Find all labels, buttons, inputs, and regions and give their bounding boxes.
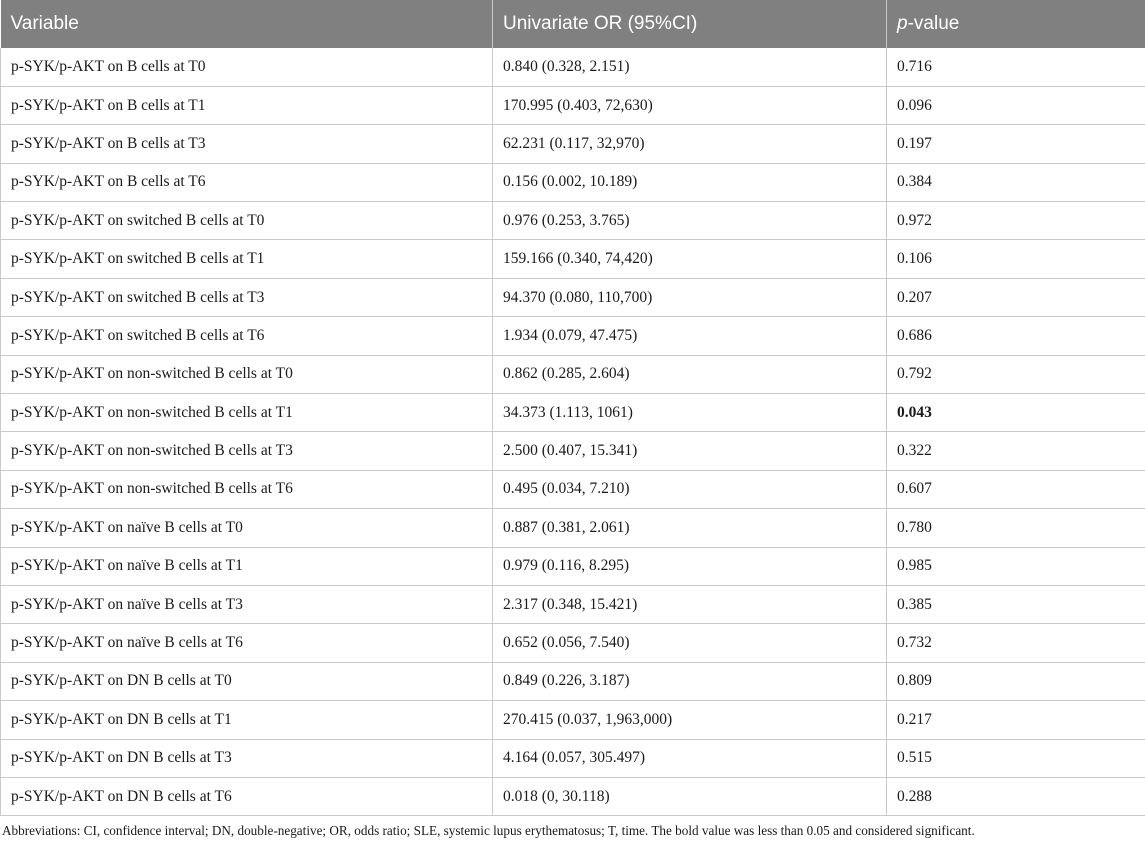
table-row: [1, 86, 1145, 124]
cell-p-value: 0.985: [887, 547, 1145, 585]
table-row: [1, 470, 1145, 508]
cell-odds-ratio: 34.373 (1.113, 1061): [493, 394, 887, 432]
cell-variable: p-SYK/p-AKT on B cells at T1: [1, 86, 493, 124]
table-row: [1, 662, 1145, 700]
cell-odds-ratio: 2.500 (0.407, 15.341): [493, 432, 887, 470]
table-row: [1, 278, 1145, 316]
cell-odds-ratio: 0.018 (0, 30.118): [493, 777, 887, 815]
cell-p-value: 0.686: [887, 317, 1145, 355]
table-row: [1, 739, 1145, 777]
cell-p-value: 0.043: [887, 394, 1145, 432]
table-row: [1, 547, 1145, 585]
cell-variable: p-SYK/p-AKT on B cells at T3: [1, 125, 493, 163]
cell-variable: p-SYK/p-AKT on DN B cells at T6: [1, 777, 493, 815]
cell-p-value: 0.385: [887, 585, 1145, 623]
cell-odds-ratio: 62.231 (0.117, 32,970): [493, 125, 887, 163]
cell-p-value: 0.780: [887, 509, 1145, 547]
cell-odds-ratio: 1.934 (0.079, 47.475): [493, 317, 887, 355]
cell-p-value: 0.096: [887, 86, 1145, 124]
table-header: [1, 0, 1145, 48]
cell-p-value: 0.217: [887, 701, 1145, 739]
cell-p-value: 0.384: [887, 163, 1145, 201]
cell-odds-ratio: 0.887 (0.381, 2.061): [493, 509, 887, 547]
cell-odds-ratio: 0.495 (0.034, 7.210): [493, 470, 887, 508]
cell-variable: p-SYK/p-AKT on naïve B cells at T3: [1, 585, 493, 623]
cell-odds-ratio: 270.415 (0.037, 1,963,000): [493, 701, 887, 739]
cell-p-value: 0.972: [887, 202, 1145, 240]
cell-variable: p-SYK/p-AKT on DN B cells at T1: [1, 701, 493, 739]
cell-odds-ratio: 159.166 (0.340, 74,420): [493, 240, 887, 278]
cell-p-value: 0.322: [887, 432, 1145, 470]
cell-variable: p-SYK/p-AKT on DN B cells at T0: [1, 662, 493, 700]
table-body: [1, 48, 1145, 816]
cell-odds-ratio: 0.849 (0.226, 3.187): [493, 662, 887, 700]
table-row: [1, 509, 1145, 547]
cell-variable: p-SYK/p-AKT on switched B cells at T0: [1, 202, 493, 240]
cell-p-value: 0.515: [887, 739, 1145, 777]
table-row: [1, 701, 1145, 739]
cell-odds-ratio: 0.976 (0.253, 3.765): [493, 202, 887, 240]
cell-odds-ratio: 0.862 (0.285, 2.604): [493, 355, 887, 393]
cell-variable: p-SYK/p-AKT on switched B cells at T6: [1, 317, 493, 355]
cell-variable: p-SYK/p-AKT on switched B cells at T3: [1, 278, 493, 316]
table-row: [1, 125, 1145, 163]
table-row: [1, 394, 1145, 432]
cell-p-value: 0.288: [887, 777, 1145, 815]
header-row: [1, 0, 1145, 48]
cell-p-value: 0.106: [887, 240, 1145, 278]
cell-p-value: 0.732: [887, 624, 1145, 662]
cell-p-value: 0.792: [887, 355, 1145, 393]
cell-variable: p-SYK/p-AKT on non-switched B cells at T0: [1, 355, 493, 393]
cell-odds-ratio: 2.317 (0.348, 15.421): [493, 585, 887, 623]
cell-variable: p-SYK/p-AKT on naïve B cells at T1: [1, 547, 493, 585]
header-p-rest: -value: [907, 13, 960, 34]
header-p-italic: p: [897, 13, 908, 34]
cell-odds-ratio: 170.995 (0.403, 72,630): [493, 86, 887, 124]
table-row: [1, 48, 1145, 86]
cell-odds-ratio: 94.370 (0.080, 110,700): [493, 278, 887, 316]
header-odds-ratio: Univariate OR (95%CI): [493, 0, 887, 48]
cell-p-value: 0.607: [887, 470, 1145, 508]
cell-p-value: 0.207: [887, 278, 1145, 316]
cell-variable: p-SYK/p-AKT on non-switched B cells at T1: [1, 394, 493, 432]
table-row: [1, 163, 1145, 201]
table-row: [1, 624, 1145, 662]
table-row: [1, 777, 1145, 815]
cell-variable: p-SYK/p-AKT on B cells at T0: [1, 48, 493, 86]
cell-odds-ratio: 0.652 (0.056, 7.540): [493, 624, 887, 662]
cell-odds-ratio: 0.156 (0.002, 10.189): [493, 163, 887, 201]
cell-variable: p-SYK/p-AKT on non-switched B cells at T6: [1, 470, 493, 508]
table-row: [1, 317, 1145, 355]
cell-odds-ratio: 4.164 (0.057, 305.497): [493, 739, 887, 777]
cell-variable: p-SYK/p-AKT on naïve B cells at T0: [1, 509, 493, 547]
table-row: [1, 585, 1145, 623]
cell-p-value: 0.716: [887, 48, 1145, 86]
footnote: Abbreviations: CI, confidence interval; DN, double-negative; OR, odds ratio; SLE, systemic lupus erythematosus; T, time. The bold value was less than 0.05 and considered significant.: [2, 823, 975, 838]
table-row: [1, 355, 1145, 393]
table-row: [1, 240, 1145, 278]
cell-variable: p-SYK/p-AKT on DN B cells at T3: [1, 739, 493, 777]
cell-odds-ratio: 0.979 (0.116, 8.295): [493, 547, 887, 585]
cell-p-value: 0.197: [887, 125, 1145, 163]
cell-variable: p-SYK/p-AKT on non-switched B cells at T3: [1, 432, 493, 470]
cell-variable: p-SYK/p-AKT on B cells at T6: [1, 163, 493, 201]
header-variable: Variable: [1, 0, 493, 48]
table-row: [1, 202, 1145, 240]
cell-odds-ratio: 0.840 (0.328, 2.151): [493, 48, 887, 86]
table-row: [1, 432, 1145, 470]
cell-variable: p-SYK/p-AKT on switched B cells at T1: [1, 240, 493, 278]
cell-p-value: 0.809: [887, 662, 1145, 700]
header-p-value: [887, 0, 1145, 48]
cell-variable: p-SYK/p-AKT on naïve B cells at T6: [1, 624, 493, 662]
